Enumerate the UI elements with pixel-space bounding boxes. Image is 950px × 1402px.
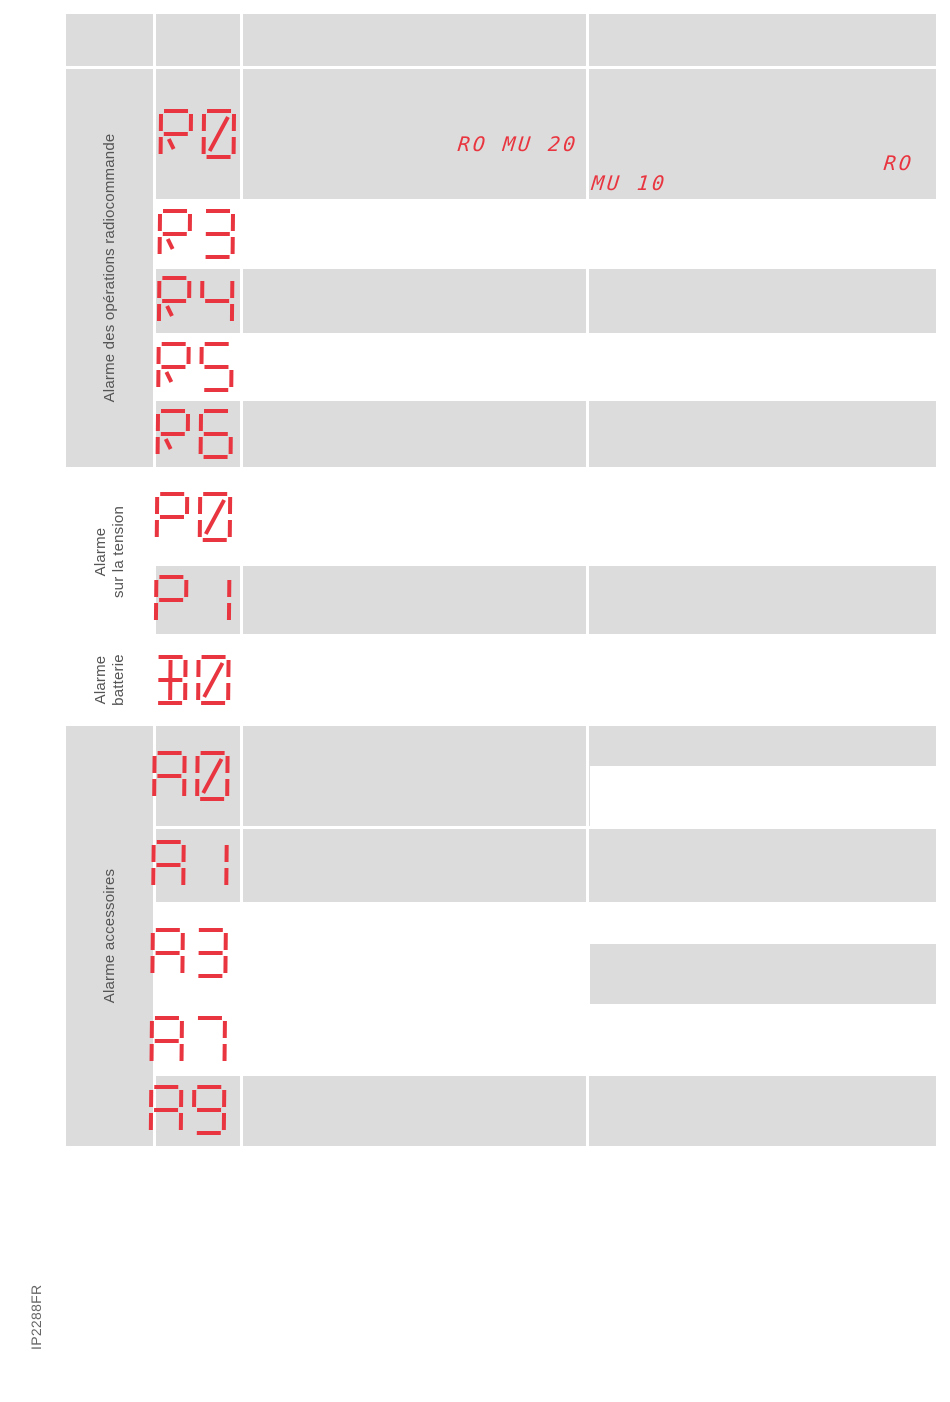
code-char-r3-1 bbox=[160, 211, 190, 254]
inline-code-ro: RO bbox=[882, 151, 916, 175]
code-char-p0-1 bbox=[157, 494, 187, 537]
category-radio-label: Alarme des opérations radiocommande bbox=[100, 133, 118, 403]
code-char-b0-1 bbox=[158, 657, 185, 703]
code-char-a3-2 bbox=[198, 930, 225, 976]
code-char-a0-2 bbox=[197, 753, 227, 799]
alarm-table bbox=[66, 14, 936, 1146]
code-char-r5-1 bbox=[158, 344, 188, 387]
code-char-p1-1 bbox=[156, 577, 186, 620]
code-char-p0-2 bbox=[200, 494, 230, 540]
alarm-code-display bbox=[66, 14, 936, 1146]
code-char-a7-2 bbox=[198, 1018, 225, 1061]
code-char-a9-2 bbox=[194, 1087, 224, 1133]
code-char-r4-2 bbox=[202, 281, 232, 321]
code-char-b0-2 bbox=[198, 657, 228, 703]
inline-code-ro-mu-20: RO MU 20 bbox=[456, 132, 580, 156]
code-char-a0-1 bbox=[154, 753, 184, 796]
code-char-r0-1 bbox=[161, 111, 191, 154]
inline-code-mu-10: MU 10 bbox=[590, 171, 669, 195]
code-char-a7-1 bbox=[152, 1018, 182, 1061]
category-accessories-label: Alarme accessoires bbox=[100, 868, 118, 1004]
code-char-a9-1 bbox=[151, 1087, 181, 1130]
code-char-a1-1 bbox=[153, 842, 183, 885]
code-char-a3-1 bbox=[152, 930, 182, 973]
code-char-r6-2 bbox=[201, 411, 231, 457]
code-char-r5-2 bbox=[201, 344, 231, 390]
category-battery-label: Alarme batterie bbox=[91, 654, 127, 706]
category-tension-label: Alarme sur la tension bbox=[91, 505, 127, 599]
document-reference: IP2288FR bbox=[28, 1284, 44, 1350]
code-char-r3-2 bbox=[206, 211, 233, 257]
code-char-r0-2 bbox=[204, 111, 234, 157]
code-char-r6-1 bbox=[158, 411, 188, 454]
code-char-r4-1 bbox=[159, 278, 189, 321]
